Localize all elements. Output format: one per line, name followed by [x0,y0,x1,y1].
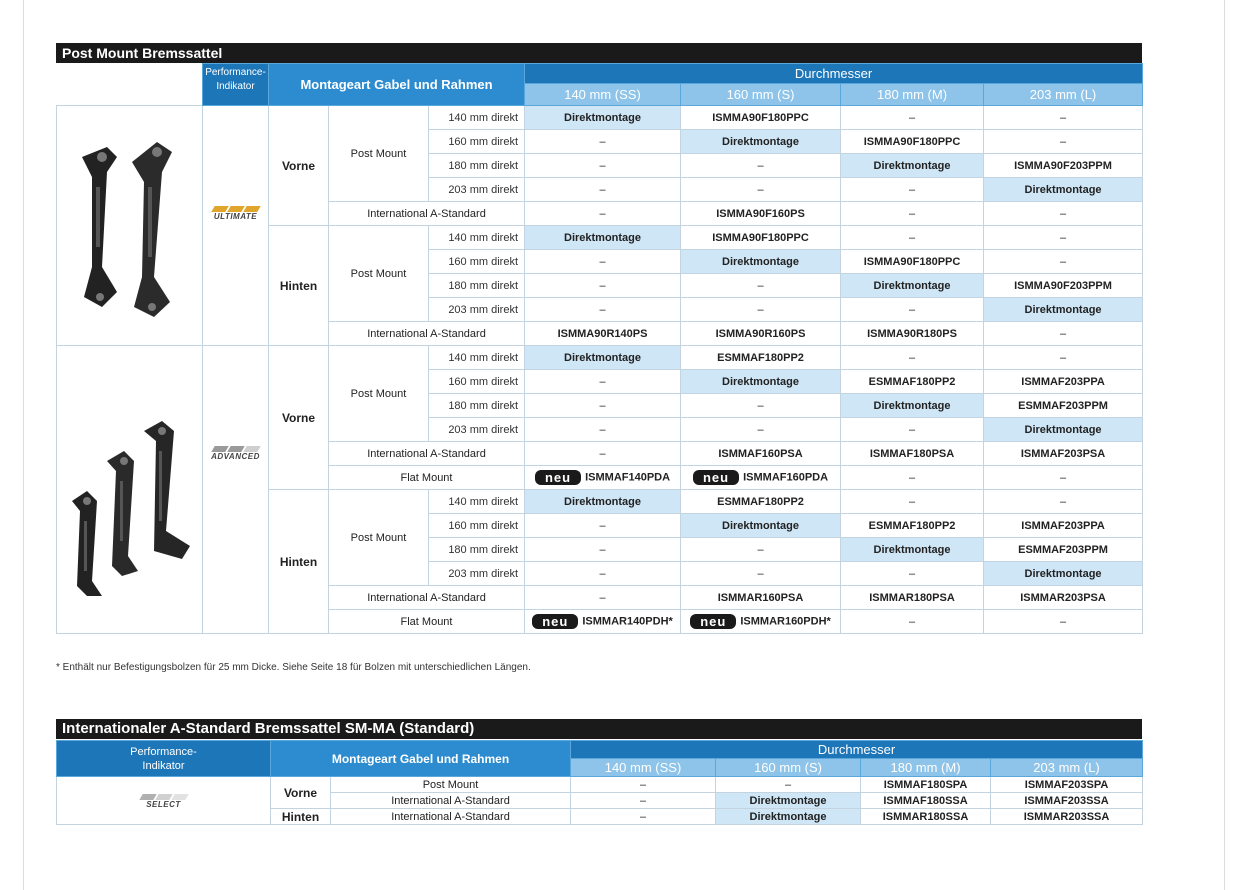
neu-badge: neu [690,614,736,629]
value-cell: ISMMA90F180PPC [681,226,841,250]
value-cell: ISMMAR180SSA [861,809,991,825]
position-vorne: Vorne [269,106,329,226]
value-cell: – [984,106,1143,130]
value-cell: – [525,370,681,394]
value-cell: ISMMAR203SSA [991,809,1143,825]
value-cell: – [841,298,984,322]
value-cell: Direktmontage [681,370,841,394]
neu-badge: neu [532,614,578,629]
performance-indicator-select [57,777,271,825]
value-cell [525,466,681,490]
value-cell: ISMMAR203PSA [984,586,1143,610]
value-cell: – [984,250,1143,274]
position-hinten: Hinten [269,226,329,346]
mount-type-cell: Post Mount [331,777,571,793]
header-diameter-1: 160 mm (S) [716,759,861,777]
value-cell: – [681,298,841,322]
value-cell: ESMMAF180PP2 [841,370,984,394]
value-cell: ESMMAF180PP2 [681,346,841,370]
value-cell: – [525,274,681,298]
value-cell: ISMMAR180PSA [841,586,984,610]
value-cell: Direktmontage [841,394,984,418]
post-mount-title: Post Mount Bremssattel [56,43,1142,63]
value-cell: – [681,418,841,442]
value-cell: – [841,106,984,130]
mount-size: 140 mm direkt [429,346,525,370]
performance-indicator-advanced [203,346,269,634]
value-cell: ESMMAF180PP2 [681,490,841,514]
intl-standard-table [56,740,1143,825]
header-diameter: Durchmesser [571,741,1143,759]
header-diameter-0: 140 mm (SS) [525,84,681,106]
value-cell: – [525,202,681,226]
value-cell: Direktmontage [984,418,1143,442]
neu-badge: neu [535,470,581,485]
value-cell: ISMMAR160PSA [681,586,841,610]
value-cell: – [525,418,681,442]
value-cell: – [681,274,841,298]
value-cell: ISMMA90F203PPM [984,154,1143,178]
header-mount-type: Montageart Gabel und Rahmen [269,64,525,106]
intl-standard-title: Internationaler A-Standard Bremssattel SM-MA (Standard) [56,719,1142,739]
header-performance-indicator: Performance- Indikator [203,64,269,106]
header-diameter-1: 160 mm (S) [681,84,841,106]
value-cell: Direktmontage [841,538,984,562]
value-cell: ISMMAF203PSA [984,442,1143,466]
mount-size: 180 mm direkt [429,274,525,298]
value-cell: – [525,586,681,610]
value-cell: ISMMAF160PSA [681,442,841,466]
part-number: ISMMAF160PDA [743,471,829,484]
value-cell: – [984,322,1143,346]
value-cell: – [525,130,681,154]
value-cell: ESMMAF180PP2 [841,514,984,538]
value-cell: – [984,202,1143,226]
value-cell: ISMMA90R160PS [681,322,841,346]
mount-size: 160 mm direkt [429,370,525,394]
value-cell: – [525,298,681,322]
mount-intl-a-standard: International A-Standard [329,442,525,466]
value-cell: ISMMA90F180PPC [841,130,984,154]
value-cell: – [984,490,1143,514]
value-cell: ESMMAF203PPM [984,394,1143,418]
header-diameter-2: 180 mm (M) [861,759,991,777]
value-cell: – [571,793,716,809]
value-cell: – [571,809,716,825]
position-vorne: Vorne [271,777,331,809]
mount-size: 180 mm direkt [429,538,525,562]
value-cell: Direktmontage [525,490,681,514]
header-diameter-0: 140 mm (SS) [571,759,716,777]
value-cell: – [681,538,841,562]
mount-post-mount: Post Mount [329,106,429,202]
neu-badge: neu [693,470,739,485]
value-cell: – [681,562,841,586]
value-cell: – [525,178,681,202]
value-cell: – [525,154,681,178]
performance-indicator-ultimate [203,106,269,346]
part-number: ISMMAF140PDA [585,471,671,484]
value-cell: – [841,610,984,634]
value-cell: – [716,777,861,793]
value-cell: ISMMAF203SSA [991,793,1143,809]
value-cell: Direktmontage [984,178,1143,202]
header-blank [57,64,203,106]
value-cell: – [841,202,984,226]
mount-intl-a-standard: International A-Standard [329,202,525,226]
value-cell: – [841,562,984,586]
mount-post-mount: Post Mount [329,490,429,586]
value-cell: – [984,610,1143,634]
value-cell: ISMMAF180SPA [861,777,991,793]
value-cell: Direktmontage [681,130,841,154]
value-cell: – [841,178,984,202]
mount-size: 203 mm direkt [429,178,525,202]
mount-intl-a-standard: International A-Standard [329,322,525,346]
header-diameter-3: 203 mm (L) [984,84,1143,106]
value-cell: ISMMA90R140PS [525,322,681,346]
header-diameter-2: 180 mm (M) [841,84,984,106]
value-cell: Direktmontage [716,793,861,809]
mount-flat: Flat Mount [329,610,525,634]
value-cell: Direktmontage [525,346,681,370]
header-mount-type: Montageart Gabel und Rahmen [271,741,571,777]
product-image-cell [57,346,203,634]
value-cell: – [525,538,681,562]
advanced-adapter-image [62,381,198,596]
mount-size: 203 mm direkt [429,298,525,322]
value-cell: – [525,562,681,586]
value-cell: ISMMAF203SPA [991,777,1143,793]
mount-size: 160 mm direkt [429,514,525,538]
value-cell: Direktmontage [984,298,1143,322]
mount-size: 203 mm direkt [429,418,525,442]
value-cell: ISMMAF203PPA [984,370,1143,394]
value-cell: – [841,346,984,370]
value-cell: – [681,178,841,202]
footnote: * Enthält nur Befestigungsbolzen für 25 mm Dicke. Siehe Seite 18 für Bolzen mit unterschiedlichen Längen. [56,662,531,673]
value-cell: – [571,777,716,793]
mount-intl-a-standard: International A-Standard [329,586,525,610]
performance-tier-label: ULTIMATE [213,212,258,221]
value-cell: – [681,154,841,178]
value-cell: ISMMA90R180PS [841,322,984,346]
value-cell: Direktmontage [716,809,861,825]
value-cell: ESMMAF203PPM [984,538,1143,562]
product-image-cell [57,106,203,346]
position-vorne: Vorne [269,346,329,490]
value-cell: – [984,226,1143,250]
mount-post-mount: Post Mount [329,226,429,322]
value-cell [681,610,841,634]
header-diameter-3: 203 mm (L) [991,759,1143,777]
value-cell: Direktmontage [841,274,984,298]
value-cell [681,466,841,490]
value-cell: ISMMAF203PPA [984,514,1143,538]
value-cell: – [525,394,681,418]
value-cell: Direktmontage [681,250,841,274]
value-cell: – [841,226,984,250]
value-cell: ISMMA90F203PPM [984,274,1143,298]
mount-size: 160 mm direkt [429,130,525,154]
value-cell: Direktmontage [525,106,681,130]
value-cell: ISMMA90F180PPC [681,106,841,130]
mount-size: 180 mm direkt [429,154,525,178]
value-cell: – [525,514,681,538]
mount-type-cell: International A-Standard [331,809,571,825]
value-cell: – [525,250,681,274]
mount-size: 140 mm direkt [429,490,525,514]
value-cell: – [841,466,984,490]
mount-size: 140 mm direkt [429,226,525,250]
value-cell: – [984,466,1143,490]
table-row [57,106,1143,130]
ultimate-adapter-image [62,117,198,332]
position-hinten: Hinten [269,490,329,634]
value-cell: Direktmontage [841,154,984,178]
mount-size: 140 mm direkt [429,106,525,130]
mount-size: 160 mm direkt [429,250,525,274]
mount-size: 203 mm direkt [429,562,525,586]
value-cell: ISMMA90F180PPC [841,250,984,274]
mount-type-cell: International A-Standard [331,793,571,809]
value-cell: – [525,442,681,466]
part-number: ISMMAR140PDH* [582,615,673,628]
header-diameter: Durchmesser [525,64,1143,84]
value-cell: ISMMAF180PSA [841,442,984,466]
value-cell: ISMMAF180SSA [861,793,991,809]
table-row [57,346,1143,370]
mount-flat: Flat Mount [329,466,525,490]
position-hinten: Hinten [271,809,331,825]
mount-post-mount: Post Mount [329,346,429,442]
value-cell: – [841,418,984,442]
post-mount-table [56,63,1143,634]
table-row [57,777,1143,793]
value-cell [525,610,681,634]
mount-size: 180 mm direkt [429,394,525,418]
part-number: ISMMAR160PDH* [740,615,831,628]
value-cell: Direktmontage [984,562,1143,586]
value-cell: Direktmontage [525,226,681,250]
header-performance-indicator: Performance- Indikator [57,741,271,777]
value-cell: – [841,490,984,514]
value-cell: – [984,130,1143,154]
performance-tier-label: SELECT [146,800,181,809]
value-cell: ISMMA90F160PS [681,202,841,226]
performance-tier-label: ADVANCED [211,452,260,461]
value-cell: – [984,346,1143,370]
value-cell: Direktmontage [681,514,841,538]
value-cell: – [681,394,841,418]
